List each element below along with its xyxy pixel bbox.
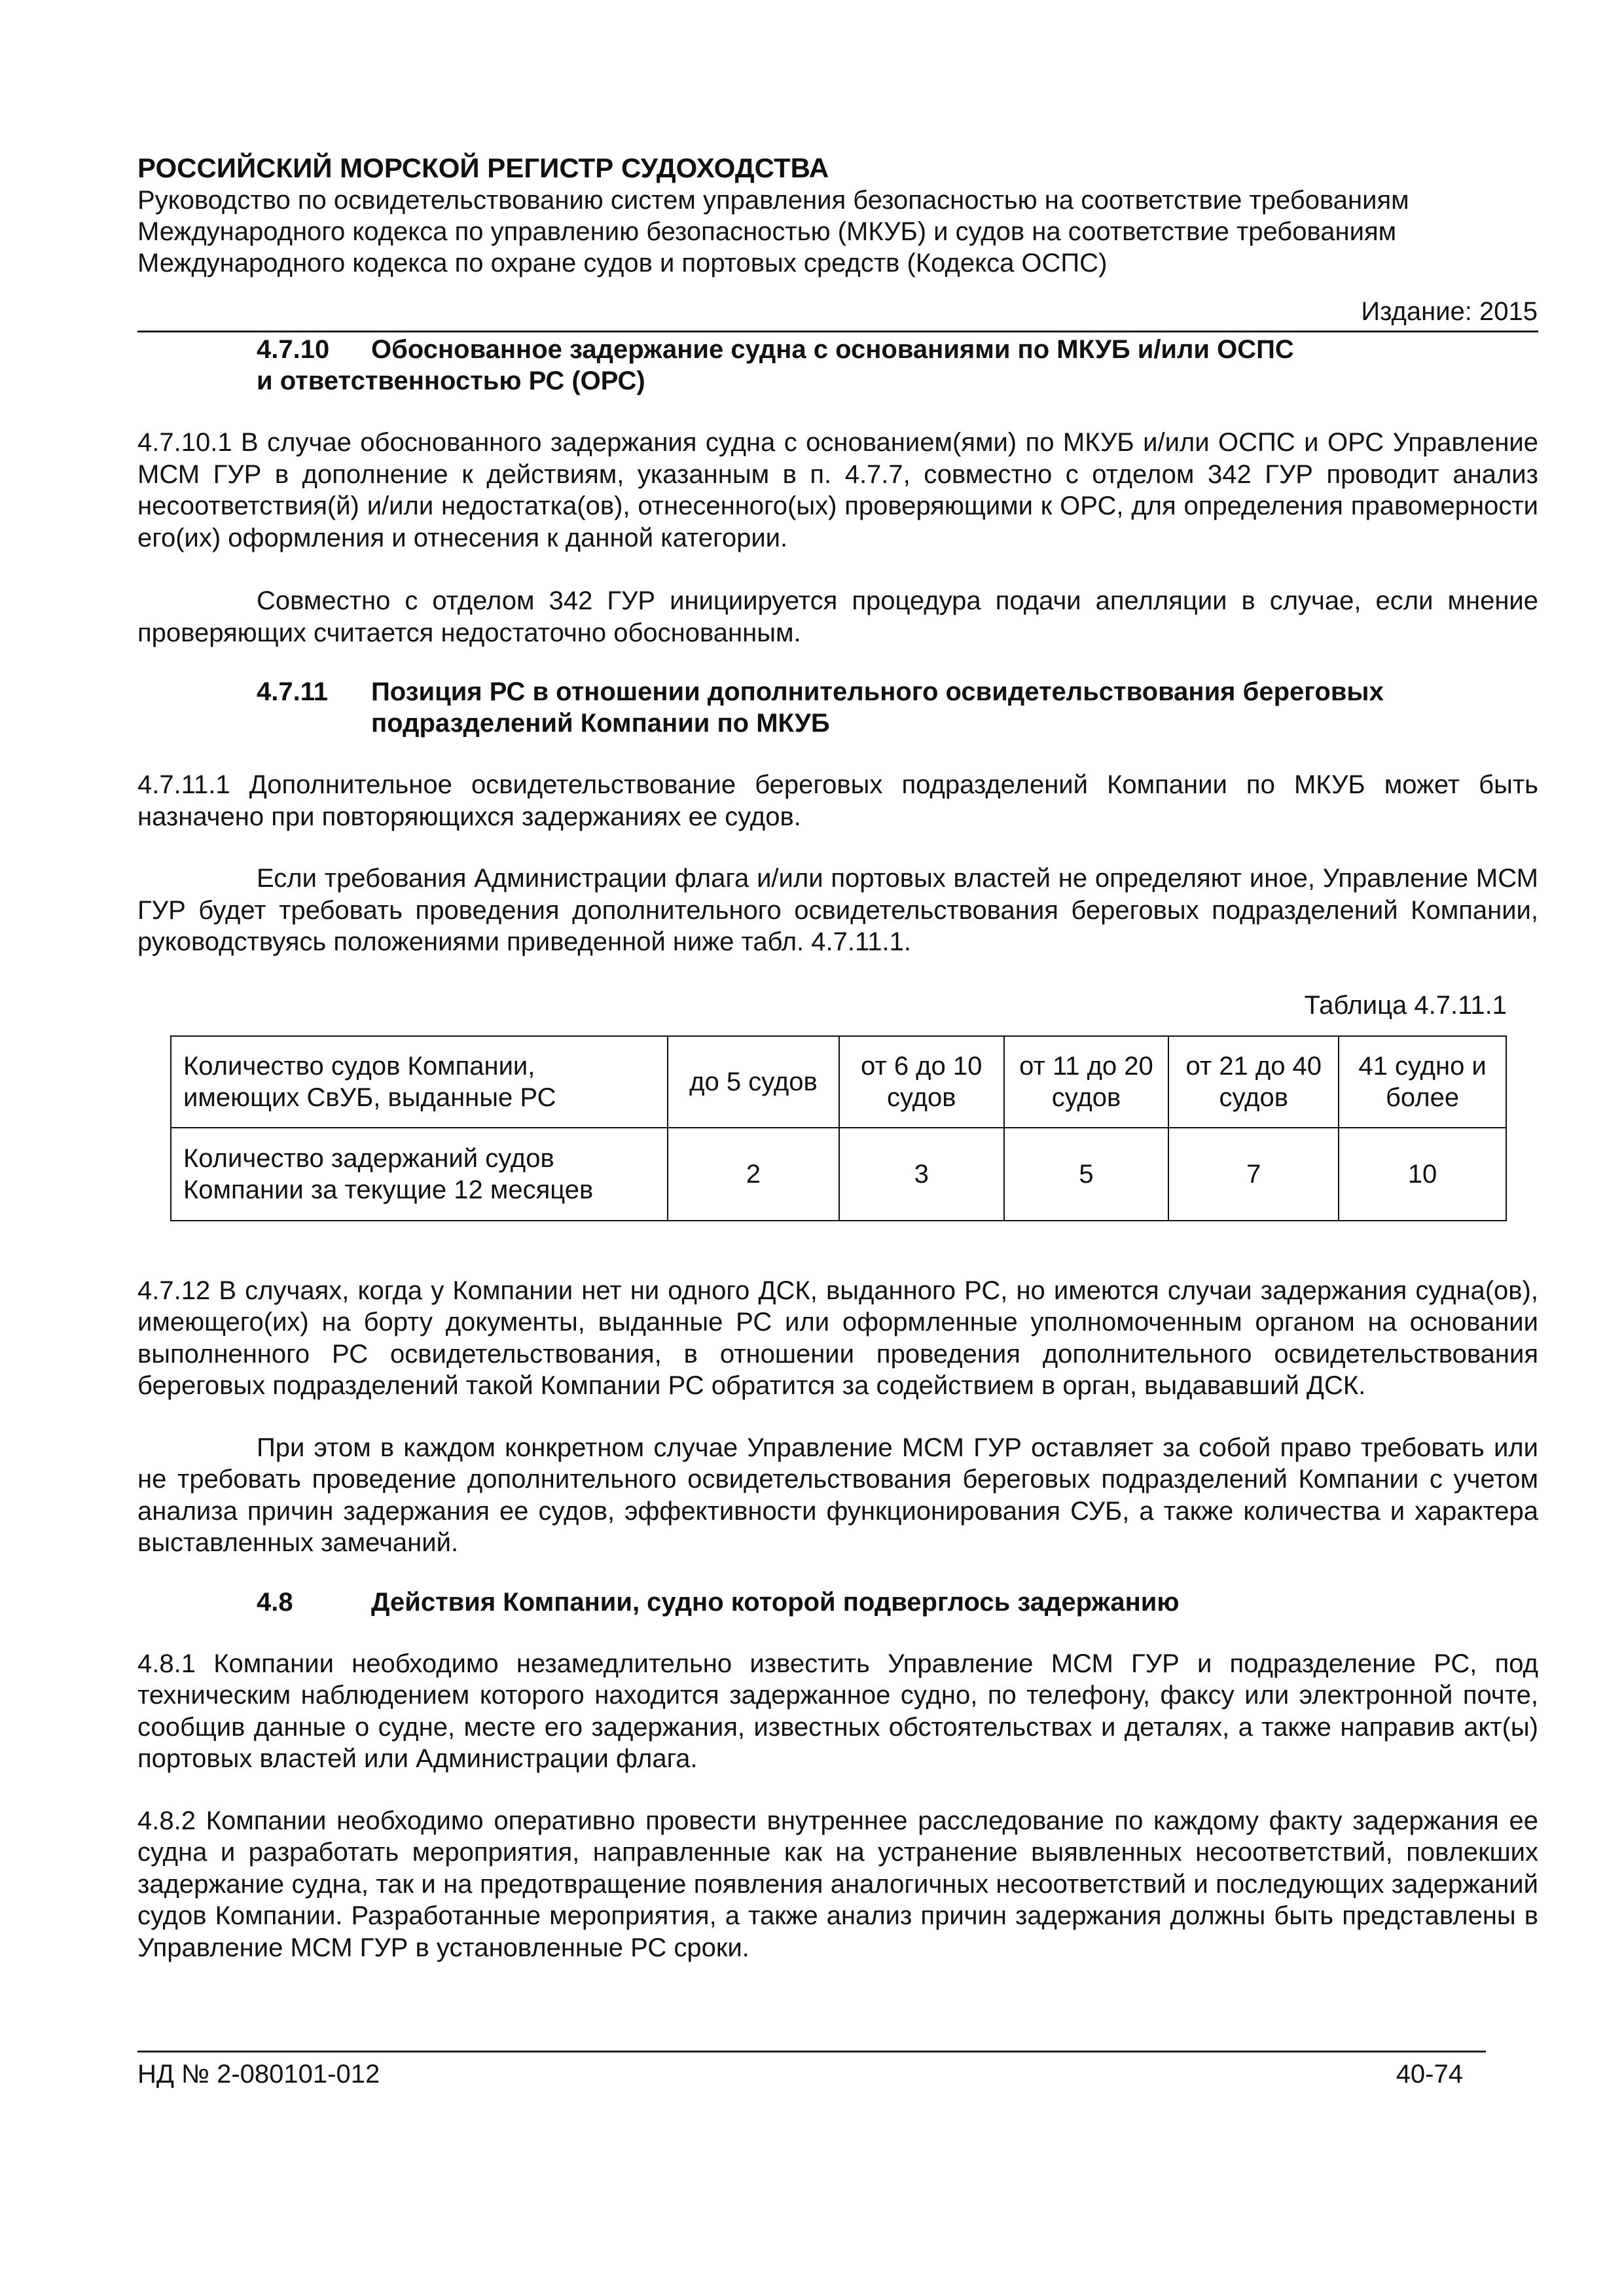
table-row-label: Количество задержаний судов Компании за текущие 12 месяцев <box>171 1128 668 1221</box>
organization-name: РОССИЙСКИЙ МОРСКОЙ РЕГИСТР СУДОХОДСТВА <box>137 152 829 183</box>
paragraph-4-7-11-1: 4.7.11.1 Дополнительное освидетельствование береговых подразделений Компании по МКУБ может быть назначено при повторяющихся задержаниях ее судов. <box>137 770 1538 831</box>
section-title-line-1: Позиция РС в отношении дополнительного освидетельствования береговых <box>371 677 1384 706</box>
table-cell: 5 <box>1004 1128 1169 1221</box>
section-heading-4-8 <box>137 1587 1538 1618</box>
table-cell: до 5 судов <box>668 1036 839 1128</box>
table-caption: Таблица 4.7.11.1 <box>1304 990 1507 1020</box>
paragraph-4-7-11-2: Если требования Администрации флага и/или портовых властей не определяют иное, Управление МСМ ГУР будет требовать проведения дополнительного освидетельствования береговых подразделений Компании, руководствуясь положениями приведенной ниже табл. 4.7.11.1. <box>137 864 1538 956</box>
footer-divider <box>137 2051 1486 2053</box>
header-divider <box>137 331 1538 332</box>
table-cell: 3 <box>839 1128 1004 1221</box>
paragraph-4-7-10-1: 4.7.10.1 В случае обоснованного задержания судна с основанием(ями) по МКУБ и/или ОСПС и ОРС Управление МСМ ГУР в дополнение к действиям, указанным в п. 4.7.7, совместно с отделом 342 ГУР проводит анализ несоответствия(й) и/или недостатка(ов), отнесенного(ых) проверяющими к ОРС, для определения правомерности его(их) оформления и отнесения к данной категории. <box>137 428 1538 552</box>
section-heading-4-7-10 <box>137 334 1538 365</box>
detention-table <box>170 1035 1507 1221</box>
paragraph-4-8-2: 4.8.2 Компании необходимо оперативно провести внутреннее расследование по каждому факту задержания ее судна и разработать мероприятия, направленные как на устранение выявленных несоответствий, повлекших задержание судна, так и на предотвращение появления аналогичных несоответствий и последующих задержаний судов Компании. Разработанные мероприятия, а также анализ причин задержания должны быть представлены в Управление МСМ ГУР в установленные РС сроки. <box>137 1806 1538 1962</box>
document-title-line-3: Международного кодекса по охране судов и портовых средств (Кодекса ОСПС) <box>137 249 1108 278</box>
section-heading-4-7-11-cont <box>137 708 1538 739</box>
document-title-line-2: Международного кодекса по управлению безопасностью (МКУБ) и судов на соответствие требованиям <box>137 217 1397 246</box>
paragraph-4-7-12: 4.7.12 В случаях, когда у Компании нет ни одного ДСК, выданного РС, но имеются случаи задержания судна(ов), имеющего(их) на борту документы, выданные РС или оформленные уполномоченным органом на основании выполненного РС освидетельствования, в отношении проведения дополнительного освидетельствования береговых подразделений такой Компании РС обратится за содействием в орган, выдававший ДСК. <box>137 1276 1538 1400</box>
document-body <box>137 334 1538 1964</box>
table-cell: 2 <box>668 1128 839 1221</box>
document-number: НД № 2-080101-012 <box>137 2060 380 2089</box>
document-header <box>137 152 1538 279</box>
section-title-line-2: и ответственностью РС (ОРС) <box>257 367 645 395</box>
paragraph-4-8-1: 4.8.1 Компании необходимо незамедлительно известить Управление МСМ ГУР и подразделение РС, под техническим наблюдением которого находится задержанное судно, по телефону, факсу или электронной почте, сообщив данные о судне, месте его задержания, известных обстоятельствах и деталях, а также направив акт(ы) портовых властей или Администрации флага. <box>137 1649 1538 1773</box>
table-cell: 41 судно и более <box>1339 1036 1506 1128</box>
paragraph-4-7-10-2: Совместно с отделом 342 ГУР инициируется процедура подачи апелляции в случае, если мнение проверяющих считается недостаточно обоснованным. <box>137 586 1538 647</box>
section-title: Действия Компании, судно которой подверглось задержанию <box>371 1587 1180 1617</box>
section-number: 4.7.10 <box>257 335 330 364</box>
section-number: 4.7.11 <box>257 677 329 706</box>
table-cell: 7 <box>1168 1128 1339 1221</box>
table-row-label: Количество судов Компании, имеющих СвУБ, выданные РС <box>171 1036 668 1128</box>
section-number: 4.8 <box>257 1587 293 1617</box>
section-heading-4-7-11 <box>137 676 1538 708</box>
page-number: 40-74 <box>1396 2060 1463 2089</box>
section-title-line-1: Обоснованное задержание судна с основаниями по МКУБ и/или ОСПС <box>371 335 1294 364</box>
table-row <box>171 1128 1506 1221</box>
table-row <box>171 1036 1506 1128</box>
table-cell: от 11 до 20 судов <box>1004 1036 1169 1128</box>
edition-label: Издание: 2015 <box>1361 297 1538 326</box>
document-title-line-1: Руководство по освидетельствованию систем управления безопасностью на соответствие требованиям <box>137 186 1409 215</box>
page-footer <box>137 2058 1463 2090</box>
section-title-line-2: подразделений Компании по МКУБ <box>371 709 830 738</box>
paragraph-4-7-12-2: При этом в каждом конкретном случае Управление МСМ ГУР оставляет за собой право требовать или не требовать проведение дополнительного освидетельствования береговых подразделений Компании с учетом анализа причин задержания ее судов, эффективности функционирования СУБ, а также количества и характера выставленных замечаний. <box>137 1433 1538 1557</box>
table-cell: от 21 до 40 судов <box>1168 1036 1339 1128</box>
table-cell: 10 <box>1339 1128 1506 1221</box>
section-heading-4-7-10-cont <box>137 365 1538 397</box>
table-cell: от 6 до 10 судов <box>839 1036 1004 1128</box>
